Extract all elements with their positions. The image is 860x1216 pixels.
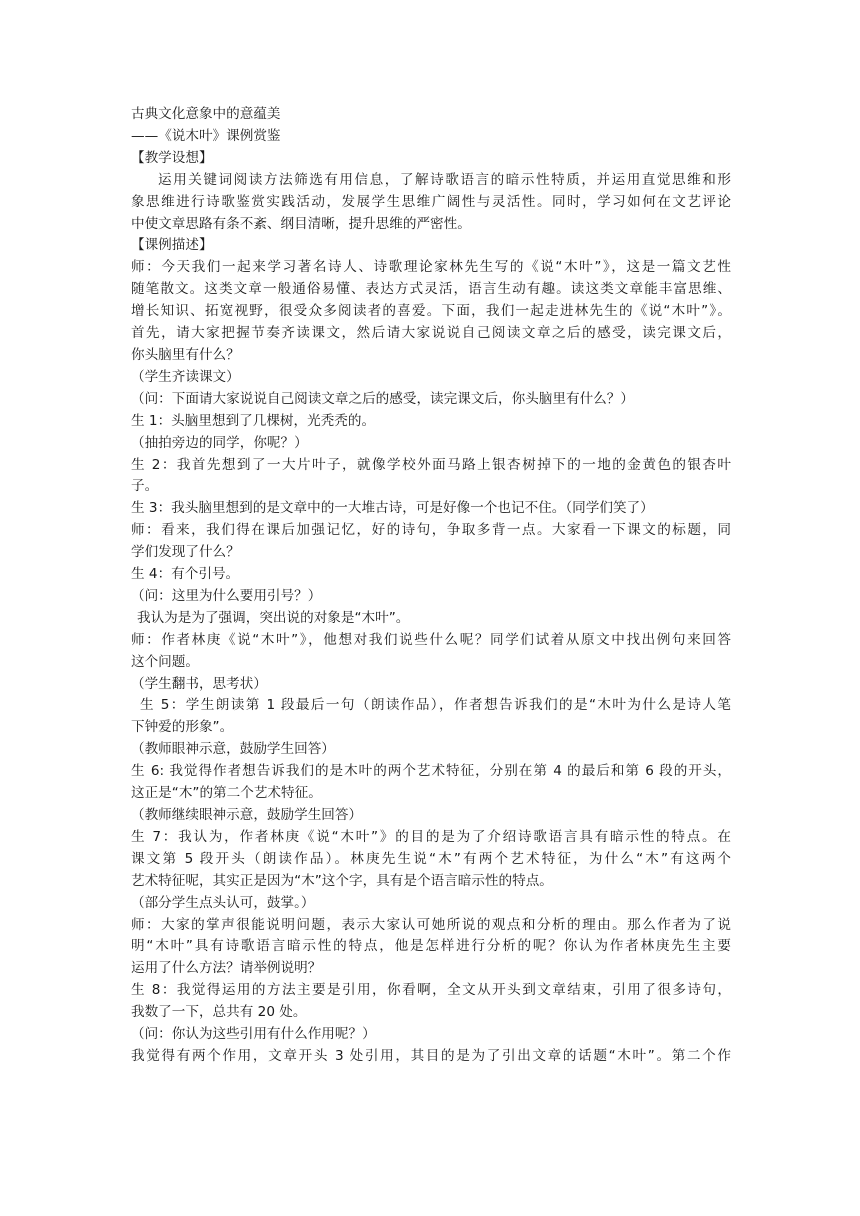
text-line: 我觉得有两个作用，文章开头 3 处引用，其目的是为了引出文章的话题“木叶”。第二个作 [131,1047,731,1064]
text-line: 生 8：我觉得运用的方法主要是引用，你看啊，全文从开头到文章结束，引用了很多诗句， [131,982,731,999]
text-line: （问：这里为什么要用引号？） [131,587,322,604]
text-line: 随笔散文。这类文章一般通俗易懂、表达方式灵活，语言生动有趣。读这类文章能丰富思维、 [131,281,731,298]
text-line: 师：看来，我们得在课后加强记忆，好的诗句，争取多背一点。大家看一下课文的标题，同 [131,522,731,539]
text-line: （学生翻书，思考状） [131,675,267,692]
text-line: 生 5：学生朗读第 1 段最后一句（朗读作品），作者想告诉我们的是“木叶为什么是诗人笔 [140,697,731,714]
text-line: 艺术特征呢，其实正是因为“木”这个字，具有是个语言暗示性的特点。 [131,872,553,889]
text-line: 象思维进行诗歌鉴赏实践活动，发展学生思维广阔性与灵活性。同时，学习如何在文艺评论 [131,193,731,210]
text-line: 师：大家的掌声很能说明问题，表示大家认可她所说的观点和分析的理由。那么作者为了说 [131,916,731,933]
text-line: 师：作者林庚《说“木叶”》，他想对我们说些什么呢？同学们试着从原文中找出例句来回答 [131,631,731,648]
text-line: 首先，请大家把握节奏齐读课文，然后请大家说说自己阅读文章之后的感受，读完课文后， [131,325,731,342]
text-line: 【教学设想】 [131,149,213,166]
text-line: 【课例描述】 [131,237,213,254]
text-line: 生 3：我头脑里想到的是文章中的一大堆古诗，可是好像一个也记不住。（同学们笑了） [131,500,654,517]
text-line: （学生齐读课文） [131,368,240,385]
text-line: 生 1：头脑里想到了几棵树，光秃秃的。 [131,412,376,429]
text-line: 下钟爱的形象”。 [131,719,234,736]
text-line: 这个问题。 [131,653,199,670]
text-line: 明“木叶”具有诗歌语言暗示性的特点，他是怎样进行分析的呢？你认为作者林庚先生主要 [131,938,731,955]
text-line: 生 2：我首先想到了一大片叶子，就像学校外面马路上银杏树掉下的一地的金黄色的银杏叶 [131,456,731,473]
text-line: 子。 [131,478,159,495]
text-line: 运用了什么方法？请举例说明？ [131,960,322,977]
text-line: （教师继续眼神示意，鼓励学生回答） [131,807,363,823]
text-line: 这正是“木”的第二个艺术特征。 [131,785,322,802]
text-line: （问：你认为这些引用有什么作用呢？） [131,1026,376,1043]
text-line: 生 7：我认为，作者林庚《说“木叶”》的目的是为了介绍诗歌语言具有暗示性的特点。在 [131,828,731,845]
text-line: （抽拍旁边的同学，你呢？） [131,434,308,451]
text-line: （问：下面请大家说说自己阅读文章之后的感受，读完课文后，你头脑里有什么？） [131,390,634,407]
text-line: 生 6: 我觉得作者想告诉我们的是木叶的两个艺术特征，分别在第 4 的最后和第 6 段的开头， [131,763,731,780]
text-line: 师：今天我们一起来学习著名诗人、诗歌理论家林先生写的《说“木叶”》，这是一篇文艺性 [131,259,731,276]
text-line: 课文第 5 段开头（朗读作品）。林庚先生说“木”有两个艺术特征，为什么“木”有这两个 [131,850,731,867]
text-line: 生 4：有个引号。 [131,566,240,583]
text-line: 学们发现了什么？ [131,544,240,561]
text-line: 古典文化意象中的意蕴美 [131,106,281,122]
document-page [131,104,731,1068]
text-line: 我数了一下，总共有 20 处。 [131,1004,307,1021]
text-line: （部分学生点头认可，鼓掌。） [131,894,315,911]
text-line: 增长知识、拓宽视野，很受众多阅读者的喜爱。下面，我们一起走进林先生的《说“木叶”》。 [131,303,731,320]
text-line: 我认为是为了强调，突出说的对象是“木叶”。 [137,609,410,626]
text-line: 你头脑里有什么？ [131,346,240,363]
text-line: （教师眼神示意，鼓励学生回答） [131,741,335,758]
text-line: 中使文章思路有条不紊、纲目清晰，提升思维的严密性。 [131,215,471,232]
text-line: ——《说木叶》课例赏鉴 [131,127,281,144]
text-line: 运用关键词阅读方法筛选有用信息，了解诗歌语言的暗示性特质，并运用直觉思维和形 [158,171,731,188]
